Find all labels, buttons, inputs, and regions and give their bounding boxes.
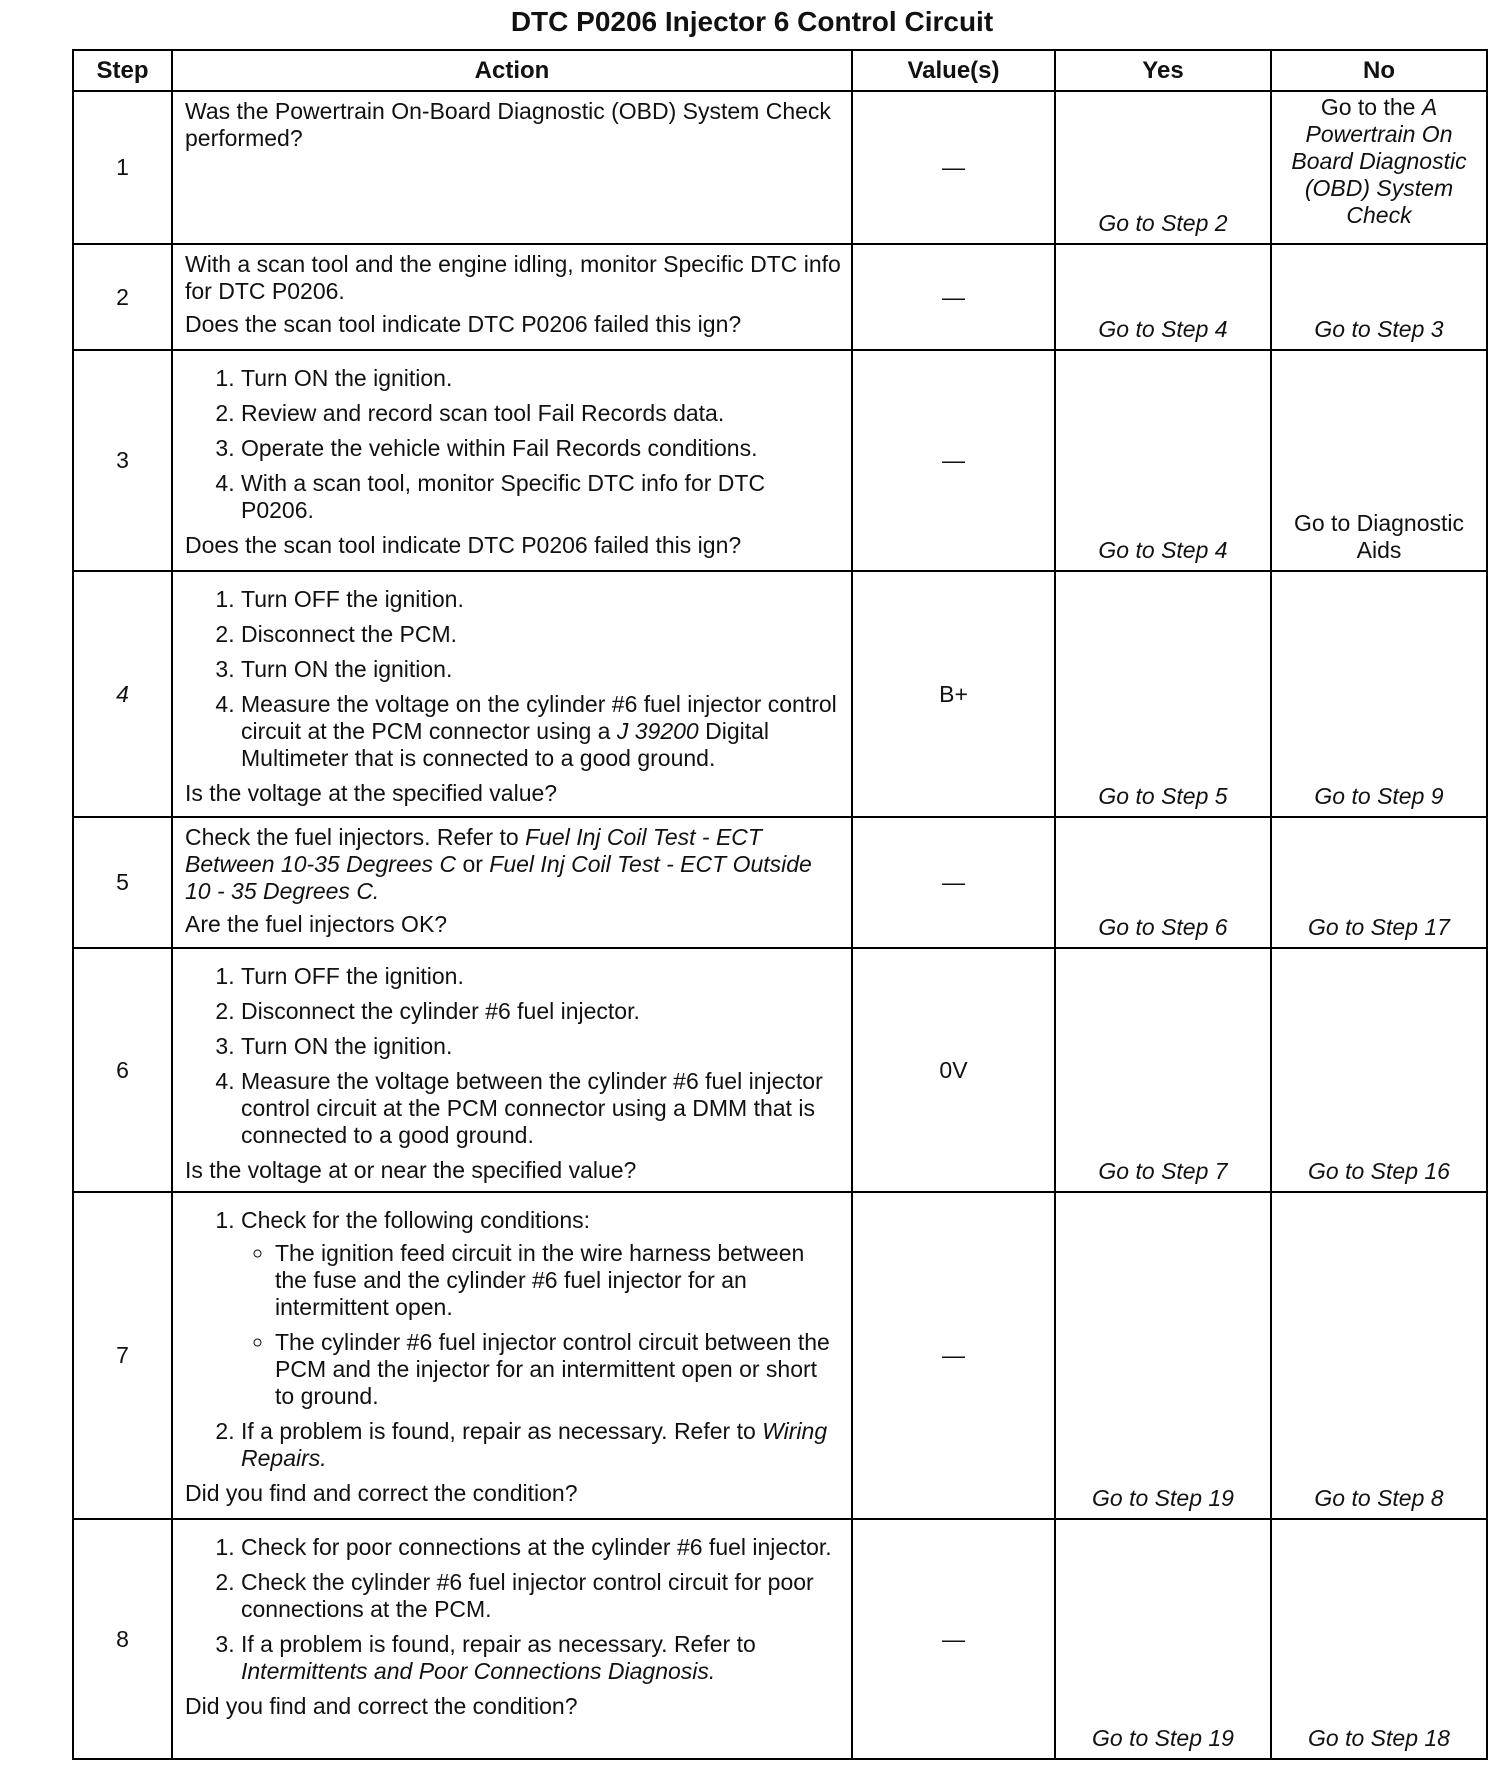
condition-item: ◦ The ignition feed circuit in the wire harness between the fuse and the cylinder #6 fuel injector for an intermittent open.	[275, 1240, 841, 1321]
value-cell: —	[852, 1192, 1055, 1519]
question-text: Are the fuel injectors OK?	[185, 911, 448, 937]
value-cell: —	[852, 244, 1055, 350]
procedure-step	[241, 1631, 841, 1685]
reference-link[interactable]: Fuel Inj Coil Test - ECT Outside 10 - 35 Degrees C.	[185, 851, 812, 904]
procedure-step: 2. Disconnect the PCM.	[241, 621, 841, 648]
action-cell	[172, 244, 852, 350]
procedure-step: 3. Turn ON the ignition.	[241, 1033, 841, 1060]
condition-list	[241, 1240, 841, 1410]
step-number: 6	[73, 948, 172, 1192]
procedure-step: 1. Turn ON the ignition.	[241, 365, 841, 392]
procedure-step	[241, 1418, 841, 1472]
procedure-list	[185, 1207, 841, 1472]
procedure-step: 4. With a scan tool, monitor Specific DTC info for DTC P0206.	[241, 470, 841, 524]
procedure-step: 3. Turn ON the ignition.	[241, 656, 841, 683]
question-text: Did you find and correct the condition?	[185, 1480, 578, 1506]
procedure-step: 1. Turn OFF the ignition.	[241, 963, 841, 990]
procedure-text: Digital Multimeter that is connected to a good ground.	[241, 718, 770, 771]
procedure-step: 1. Check for poor connections at the cylinder #6 fuel injector.	[241, 1534, 841, 1561]
table-row	[73, 1519, 1487, 1759]
yes-cell: Go to Step 2	[1055, 91, 1271, 244]
action-cell	[172, 948, 852, 1192]
action-text-part: Check the fuel injectors. Refer to	[185, 824, 526, 850]
yes-cell: Go to Step 6	[1055, 817, 1271, 948]
action-cell	[172, 1192, 852, 1519]
action-text-part: or	[456, 851, 490, 877]
procedure-step: 3. Operate the vehicle within Fail Records conditions.	[241, 435, 841, 462]
table-row	[73, 571, 1487, 817]
header-action: Action	[172, 50, 852, 91]
question-text: Does the scan tool indicate DTC P0206 failed this ign?	[185, 532, 742, 558]
tool-reference: J 39200	[616, 718, 699, 744]
header-row	[73, 50, 1487, 91]
procedure-text: If a problem is found, repair as necessary. Refer to	[241, 1631, 756, 1657]
step-number: 7	[73, 1192, 172, 1519]
procedure-step	[241, 1207, 841, 1410]
question-text: Does the scan tool indicate DTC P0206 failed this ign?	[185, 311, 742, 337]
procedure-step: 2. Check the cylinder #6 fuel injector control circuit for poor connections at the PCM.	[241, 1569, 841, 1623]
page-title: DTC P0206 Injector 6 Control Circuit	[510, 6, 994, 37]
procedure-step: 2. Disconnect the cylinder #6 fuel injector.	[241, 998, 841, 1025]
no-cell: Go to Diagnostic Aids	[1271, 350, 1487, 571]
table-row	[73, 817, 1487, 948]
action-cell	[172, 571, 852, 817]
yes-cell: Go to Step 19	[1055, 1519, 1271, 1759]
value-cell: —	[852, 91, 1055, 244]
procedure-step: 1. Turn OFF the ignition.	[241, 586, 841, 613]
action-text: With a scan tool and the engine idling, monitor Specific DTC info for DTC P0206.	[185, 251, 841, 304]
yes-cell: Go to Step 4	[1055, 244, 1271, 350]
yes-cell: Go to Step 5	[1055, 571, 1271, 817]
table-row	[73, 350, 1487, 571]
action-cell	[172, 1519, 852, 1759]
question-text: Is the voltage at or near the specified value?	[185, 1157, 637, 1183]
table-row	[73, 1192, 1487, 1519]
procedure-step: 2. Review and record scan tool Fail Records data.	[241, 400, 841, 427]
table-row	[73, 91, 1487, 244]
step-number: 3	[73, 350, 172, 571]
step-number: 8	[73, 1519, 172, 1759]
action-text: Was the Powertrain On-Board Diagnostic (OBD) System Check performed?	[185, 98, 831, 151]
reference-link[interactable]: A Powertrain On Board Diagnostic (OBD) System Check	[1291, 94, 1467, 228]
procedure-text: If a problem is found, repair as necessary. Refer to	[241, 1418, 763, 1444]
step-number: 4	[73, 571, 172, 817]
procedure-list	[185, 365, 841, 524]
procedure-list	[185, 963, 841, 1149]
condition-item: ◦ The cylinder #6 fuel injector control circuit between the PCM and the injector for an intermittent open or short to ground.	[275, 1329, 841, 1410]
reference-link[interactable]: Wiring Repairs.	[241, 1418, 828, 1471]
procedure-text: Check for the following conditions:	[241, 1207, 591, 1233]
step-number: 2	[73, 244, 172, 350]
diagnostic-table	[72, 49, 1488, 1760]
no-cell: Go to Step 17	[1271, 817, 1487, 948]
no-cell: Go to Step 3	[1271, 244, 1487, 350]
value-cell: —	[852, 817, 1055, 948]
table-row	[73, 244, 1487, 350]
procedure-list	[185, 586, 841, 772]
header-yes: Yes	[1055, 50, 1271, 91]
value-cell: B+	[852, 571, 1055, 817]
value-cell: —	[852, 1519, 1055, 1759]
question-text: Did you find and correct the condition?	[185, 1693, 578, 1719]
question-text: Is the voltage at the specified value?	[185, 780, 558, 806]
procedure-list	[185, 1534, 841, 1685]
procedure-step	[241, 691, 841, 772]
value-cell: 0V	[852, 948, 1055, 1192]
reference-link[interactable]: Intermittents and Poor Connections Diagnosis.	[241, 1658, 716, 1684]
action-cell	[172, 817, 852, 948]
yes-cell: Go to Step 4	[1055, 350, 1271, 571]
procedure-step: 4. Measure the voltage between the cylinder #6 fuel injector control circuit at the PCM connector using a DMM that is connected to a good ground.	[241, 1068, 841, 1149]
step-number: 5	[73, 817, 172, 948]
value-cell: —	[852, 350, 1055, 571]
table-row	[73, 948, 1487, 1192]
action-text	[185, 824, 841, 905]
header-step: Step	[73, 50, 172, 91]
procedure-text: Measure the voltage on the cylinder #6 fuel injector control circuit at the PCM connector using a	[241, 691, 837, 744]
no-cell: Go to Step 18	[1271, 1519, 1487, 1759]
header-values: Value(s)	[852, 50, 1055, 91]
no-text: Go to the	[1320, 94, 1422, 120]
no-cell: Go to Step 16	[1271, 948, 1487, 1192]
no-cell: Go to Step 8	[1271, 1192, 1487, 1519]
header-no: No	[1271, 50, 1487, 91]
yes-cell: Go to Step 19	[1055, 1192, 1271, 1519]
yes-cell: Go to Step 7	[1055, 948, 1271, 1192]
reference-link[interactable]: Fuel Inj Coil Test - ECT Between 10-35 Degrees C	[185, 824, 762, 877]
step-number: 1	[73, 91, 172, 244]
no-cell: Go to Step 9	[1271, 571, 1487, 817]
action-cell	[172, 91, 852, 244]
no-cell	[1271, 91, 1487, 244]
action-cell	[172, 350, 852, 571]
